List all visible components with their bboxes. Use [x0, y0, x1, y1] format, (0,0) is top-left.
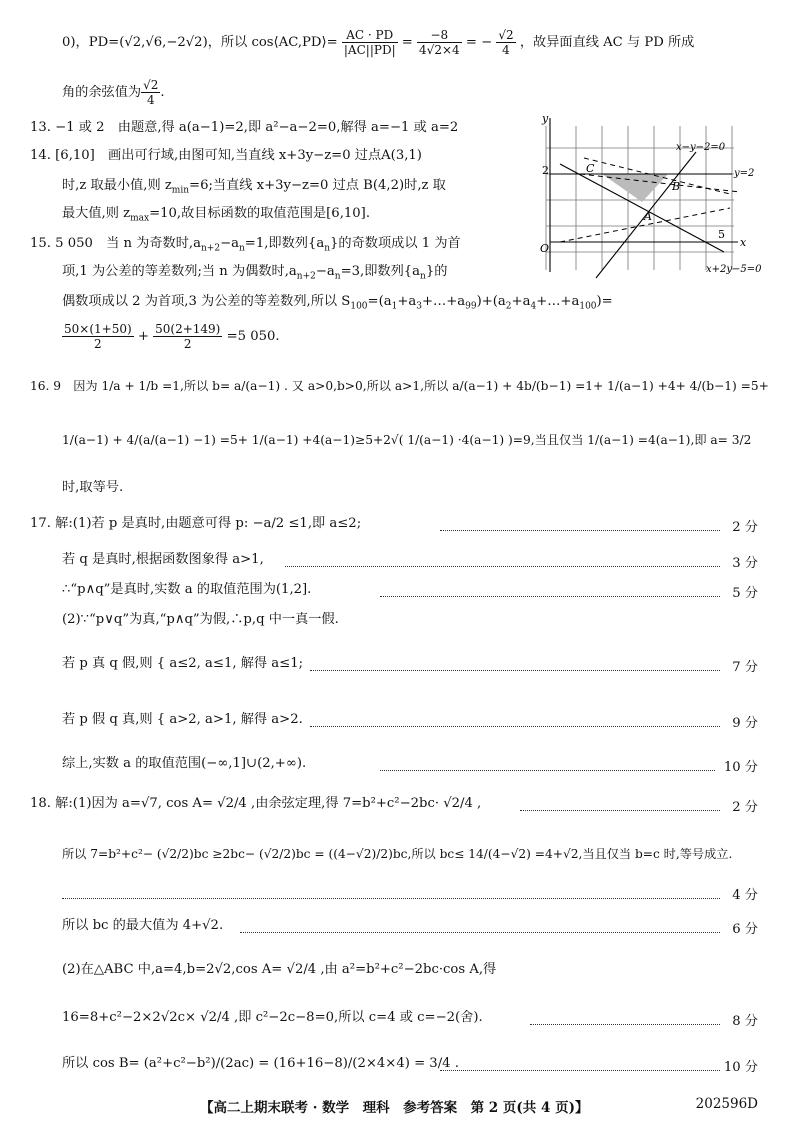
denominator: 4 — [502, 43, 510, 57]
text-segment: 时,z 取最小值,则 z — [62, 178, 172, 193]
text-segment: 15. 5 050 当 n 为奇数时,a — [30, 236, 201, 251]
subscript: 99 — [465, 301, 477, 312]
score: 5 分 — [732, 586, 758, 601]
point-C: C — [586, 162, 595, 175]
score: 10 分 — [723, 760, 758, 775]
figure-svg — [520, 112, 764, 280]
text-segment: =6;当直线 x+3y−z=0 过点 B(4,2)时,z 取 — [189, 178, 446, 193]
footer-title: 【高二上期末联考 · 数学 理科 参考答案 第 2 页(共 4 页)】 — [200, 1100, 589, 1116]
text-segment: −a — [315, 264, 335, 279]
score: 2 分 — [732, 520, 758, 535]
tick-5: 5 — [718, 228, 725, 241]
fraction — [62, 322, 134, 351]
line-label-3: x+2y−5=0 — [706, 264, 762, 275]
numerator: 50×(1+50) — [64, 322, 132, 336]
fraction — [141, 78, 160, 107]
denominator: 2 — [94, 337, 102, 351]
question-16-line-2: 1/(a−1) + 4/(a/(a−1) −1) =5+ 1/(a−1) +4(a−1)≥5+2√( 1/(a−1) ·4(a−1) )=9,当且仅当 1/(a−1) =4(a−1),即 a= 3/2 — [62, 433, 752, 447]
numerator: −8 — [417, 28, 462, 43]
subscript: n — [238, 243, 245, 254]
question-17-line-7: 综上,实数 a 的取值范围(−∞,1]∪(2,+∞). — [62, 756, 307, 771]
text-segment: =5 050. — [226, 329, 280, 344]
dot-leader — [520, 810, 720, 811]
question-18-line-6: 所以 cos B= (a²+c²−b²)/(2ac) = (16+16−8)/(2×4×4) = 3/4 . — [62, 1056, 459, 1071]
text-segment: =1,即数列{a — [244, 236, 325, 251]
subscript: n+2 — [296, 271, 316, 282]
numerator: √2 — [498, 28, 514, 42]
text-segment: +a — [511, 294, 531, 309]
subscript: min — [171, 185, 190, 196]
subscript: 100 — [350, 301, 368, 312]
subscript: n — [324, 243, 331, 254]
question-18-line-1: 18. 解:(1)因为 a=√7, cos A= √2/4 ,由余弦定理,得 7=b²+c²−2bc· √2/4 , — [30, 796, 482, 811]
question-14-line-3 — [62, 206, 370, 227]
text-segment: −a — [220, 236, 239, 251]
subscript: 1 — [391, 301, 398, 312]
text-segment: ，故异面直线 AC 与 PD 所成 — [519, 35, 695, 50]
dot-leader — [530, 1024, 720, 1025]
fraction — [342, 28, 398, 57]
question-18-line-4: (2)在△ABC 中,a=4,b=2√2,cos A= √2/4 ,由 a²=b²+c²−2bc·cos A,得 — [62, 962, 497, 977]
question-17-line-1: 17. 解:(1)若 p 是真时,由题意可得 p: −a/2 ≤1,即 a≤2; — [30, 516, 362, 531]
score: 7 分 — [732, 660, 758, 675]
denominator: 4√2×4 — [419, 43, 460, 57]
dot-leader — [380, 770, 715, 771]
text-segment: 0)，PD=(√2,√6,−2√2)，所以 cos⟨AC,PD⟩= — [62, 35, 338, 50]
text-segment: }的 — [425, 264, 448, 279]
feasible-region — [602, 174, 668, 202]
dot-leader — [310, 670, 720, 671]
score: 6 分 — [732, 922, 758, 937]
score: 2 分 — [732, 800, 758, 815]
feasible-region-figure — [520, 112, 764, 280]
line-2 — [62, 78, 165, 107]
origin-label: O — [540, 242, 550, 255]
question-17-line-6: 若 p 假 q 真,则 { a>2, a>1, 解得 a>2. — [62, 712, 303, 727]
question-14-line-1: 14. [6,10] 画出可行域,由图可知,当直线 x+3y−z=0 过点A(3,1) — [30, 148, 422, 163]
question-14-line-2 — [62, 178, 446, 199]
subscript: 3 — [416, 301, 422, 312]
score: 9 分 — [732, 716, 758, 731]
text-segment: +…+a — [536, 294, 580, 309]
subscript: 2 — [505, 301, 512, 312]
point-A: A — [644, 210, 652, 223]
text-segment: 项,1 为公差的等差数列;当 n 为偶数时,a — [62, 264, 297, 279]
denominator: |AC||PD| — [343, 43, 396, 57]
text-segment: =10,故目标函数的取值范围是[6,10]. — [149, 206, 371, 221]
dot-leader — [440, 530, 720, 531]
question-15-line-1 — [30, 236, 461, 257]
fraction — [496, 28, 515, 57]
footer-code: 202596D — [695, 1096, 758, 1112]
text-segment: )+(a — [476, 294, 506, 309]
text-segment: )= — [596, 294, 613, 309]
question-16-line-3: 时,取等号. — [62, 480, 124, 495]
text-segment: +a — [397, 294, 417, 309]
fraction — [153, 322, 222, 351]
fraction — [417, 28, 462, 57]
point-B: B — [672, 180, 681, 193]
score: 3 分 — [732, 556, 758, 571]
dot-leader — [440, 1070, 720, 1071]
text-segment: =(a — [367, 294, 392, 309]
numerator: √2 — [143, 78, 159, 92]
x-label: x — [740, 236, 747, 249]
subscript: 4 — [530, 301, 537, 312]
text-segment: =3,即数列{a — [340, 264, 421, 279]
line-1: 0)，PD=(√2,√6,−2√2)，所以 cos⟨AC,PD⟩= $\frac{AC \cdot PD}{|AC||PD|}$ = $\frac{-8}{4√2\times 4}$ = − $\frac{√2}{4}$ ，故异面直线 AC 与 PD 所成 — [62, 28, 695, 57]
subscript: n — [334, 271, 341, 282]
question-16-line-1: 16. 9 因为 1/a + 1/b =1,所以 b= a/(a−1) . 又 a>0,b>0,所以 a>1,所以 a/(a−1) + 4b/(b−1) =1+ 1/(a−1) +4+ 4/(b−1) =5+ — [30, 379, 769, 393]
question-15-line-3 — [62, 294, 613, 315]
question-17-line-3: ∴“p∧q”是真时,实数 a 的取值范围为(1,2]. — [62, 582, 312, 597]
numerator: AC · PD — [342, 28, 398, 43]
numerator: 50(2+149) — [155, 322, 221, 336]
text-segment: }的奇数项成以 1 为首 — [330, 236, 461, 251]
question-15-line-4 — [62, 322, 280, 351]
dot-leader — [285, 566, 720, 567]
text-segment: = − — [465, 35, 493, 50]
text-segment: + — [137, 329, 149, 344]
text-segment: 角的余弦值为 — [62, 85, 142, 100]
question-18-line-5: 16=8+c²−2×2√2c× √2/4 ,即 c²−2c−8=0,所以 c=4 或 c=−2(舍). — [62, 1010, 483, 1025]
score: 10 分 — [723, 1060, 758, 1075]
dot-leader — [380, 596, 720, 597]
subscript: max — [130, 213, 150, 224]
dot-leader — [240, 932, 720, 933]
question-17-line-2: 若 q 是真时,根据函数图象得 a>1, — [62, 552, 264, 567]
question-18-line-2: 所以 7=b²+c²− (√2/2)bc ≥2bc− (√2/2)bc = ((4−√2)/2)bc,所以 bc≤ 14/(4−√2) =4+√2,当且仅当 b=c 时,等号成立. — [62, 847, 733, 861]
question-17-line-5: 若 p 真 q 假,则 { a≤2, a≤1, 解得 a≤1; — [62, 656, 304, 671]
line-label-1: x−y−2=0 — [676, 142, 726, 153]
text-segment: 偶数项成以 2 为首项,3 为公差的等差数列,所以 S — [62, 294, 351, 309]
question-13: 13. −1 或 2 由题意,得 a(a−1)=2,即 a²−a−2=0,解得 a=−1 或 a=2 — [30, 120, 459, 135]
y-label: y — [542, 112, 549, 125]
text-segment: . — [160, 85, 165, 100]
subscript: 100 — [579, 301, 597, 312]
denominator: 2 — [183, 337, 192, 351]
dot-leader — [310, 726, 720, 727]
question-18-line-3: 所以 bc 的最大值为 4+√2. — [62, 918, 224, 933]
dot-leader — [62, 898, 720, 899]
text-segment: 最大值,则 z — [62, 206, 131, 221]
tick-2: 2 — [542, 164, 549, 177]
score: 4 分 — [732, 888, 758, 903]
text-segment: +…+a — [421, 294, 466, 309]
subscript: n — [420, 271, 426, 282]
line-label-2: y=2 — [734, 168, 755, 179]
denominator: 4 — [146, 93, 155, 107]
question-17-line-4: (2)∵“p∨q”为真,“p∧q”为假,∴p,q 中一真一假. — [62, 612, 339, 627]
question-15-line-2 — [62, 264, 447, 285]
subscript: n+2 — [200, 243, 221, 254]
score: 8 分 — [732, 1014, 758, 1029]
